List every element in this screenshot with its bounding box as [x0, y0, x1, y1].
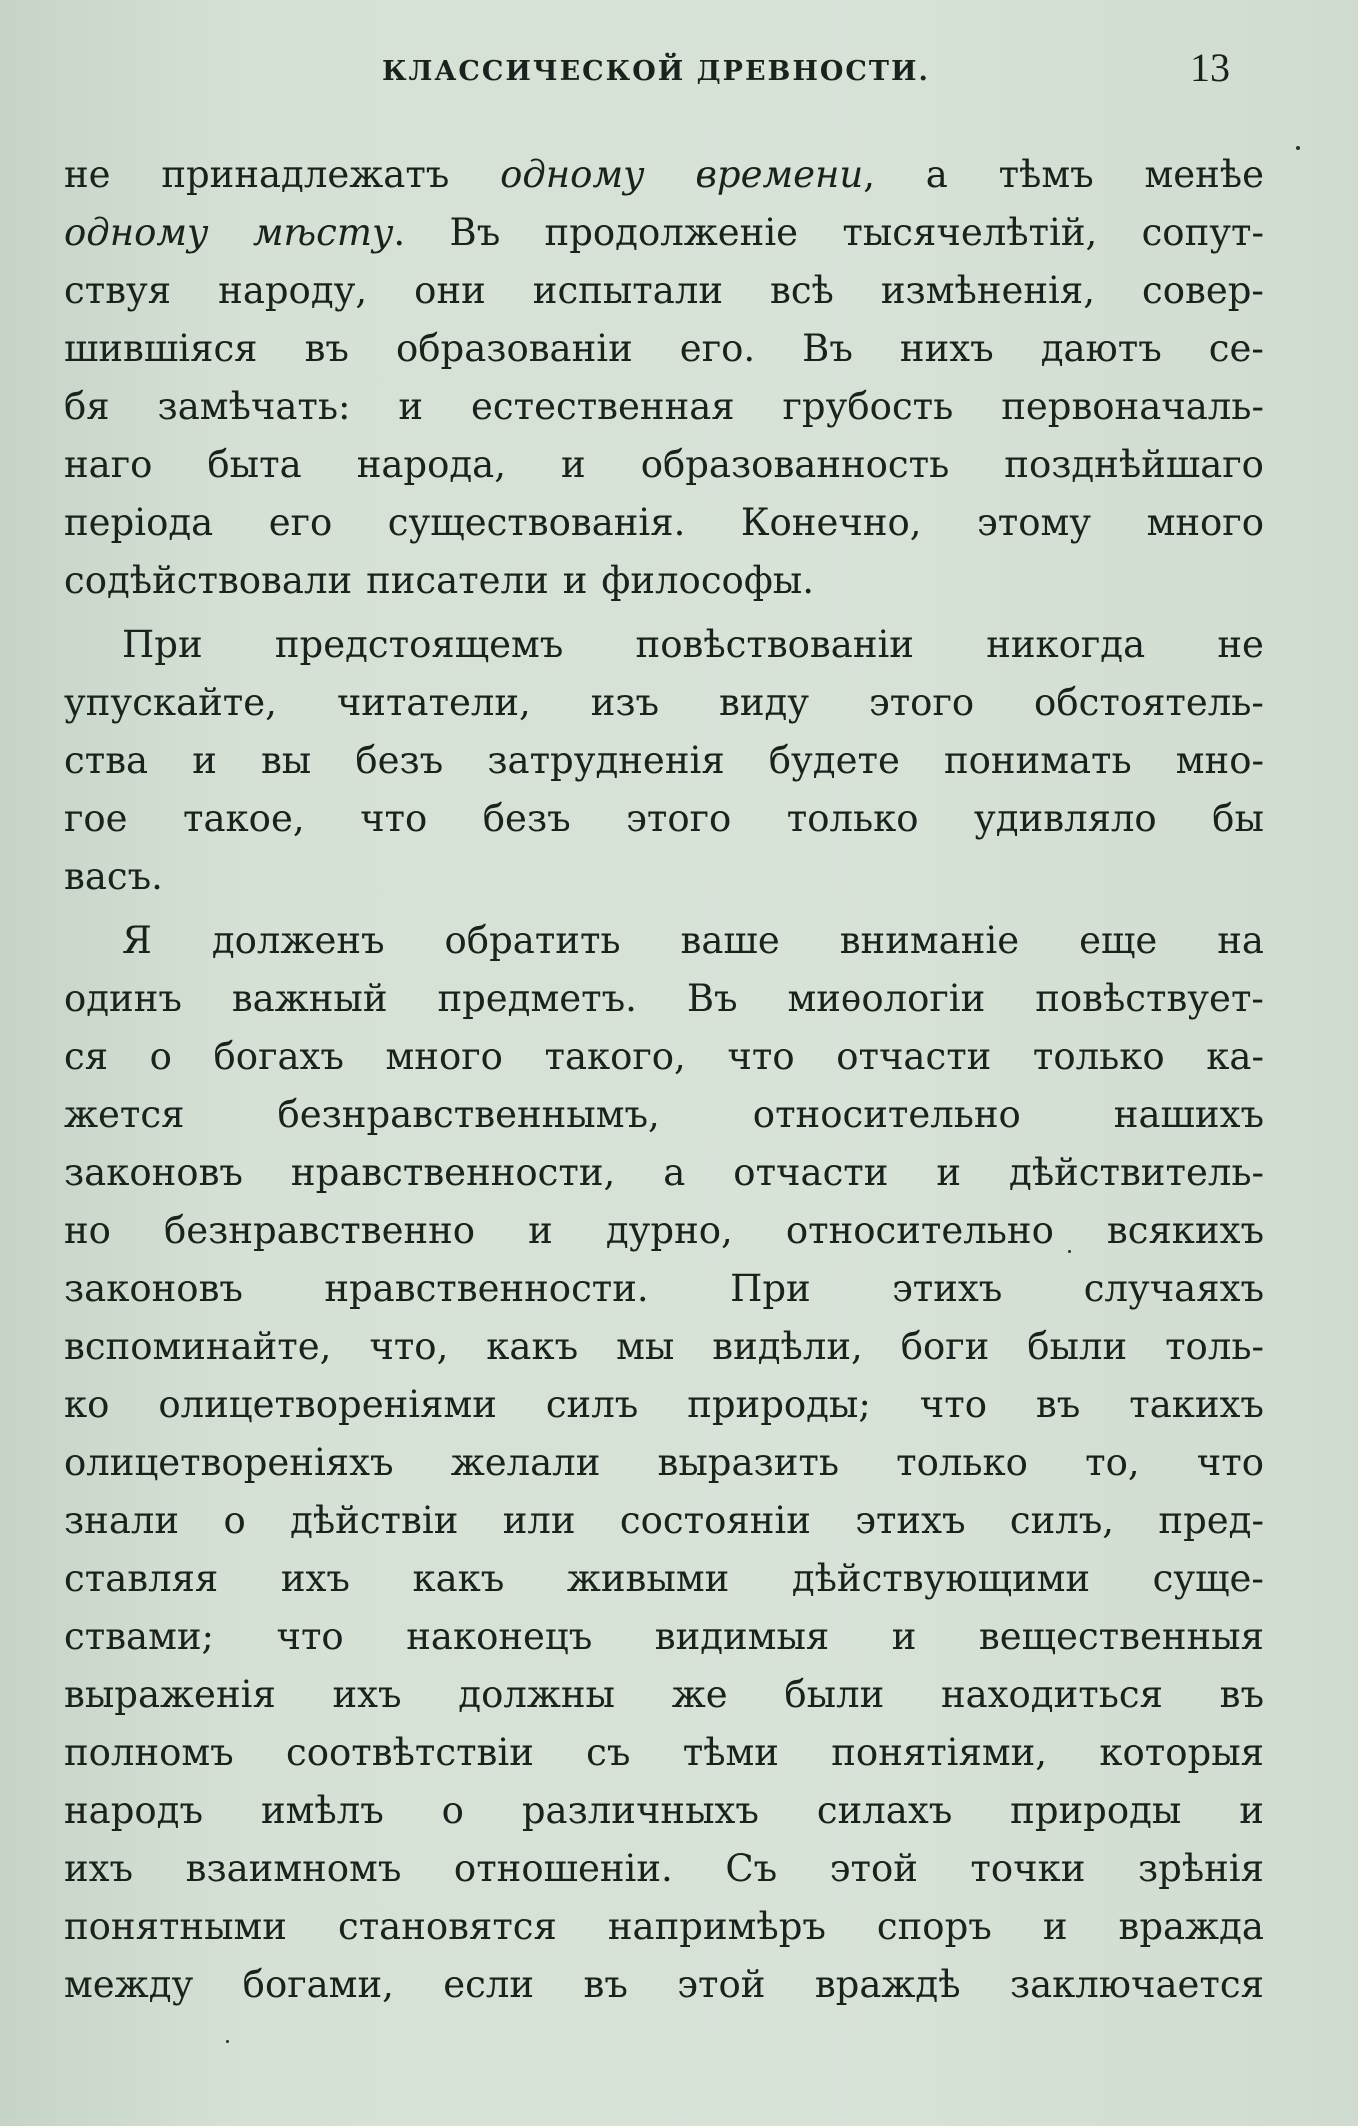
word: васъ.: [64, 855, 163, 898]
word: въ: [583, 1963, 628, 2006]
word: и: [936, 1151, 962, 1194]
word: дѣйствитель-: [1009, 1151, 1264, 1194]
word: зрѣнія: [1137, 1847, 1264, 1890]
word: наго: [64, 443, 153, 486]
word: предметъ.: [437, 977, 637, 1020]
word: что: [276, 1615, 344, 1658]
word: какъ: [486, 1325, 579, 1368]
word: миѳологіи: [787, 977, 986, 1020]
text-line: [64, 262, 1264, 320]
word: о: [441, 1789, 464, 1832]
italic-word: одному: [64, 211, 209, 254]
word: понятіями,: [831, 1731, 1048, 1774]
word: и: [561, 443, 586, 486]
word: имѣлъ: [260, 1789, 384, 1832]
text-line: [64, 436, 1264, 494]
word: о: [223, 1499, 246, 1542]
word: богами,: [242, 1963, 394, 2006]
word: ся: [64, 1035, 109, 1078]
word: грубость: [782, 385, 954, 428]
running-title: КЛАССИЧЕСКОЙ ДРЕВНОСТИ.: [382, 56, 930, 87]
text-line: [64, 146, 1264, 204]
word: еще: [1079, 919, 1158, 962]
word: дурно,: [605, 1209, 733, 1252]
word: и: [192, 739, 217, 782]
word: бы: [1212, 797, 1264, 840]
word: періода: [64, 501, 214, 544]
word: между: [64, 1963, 194, 2006]
text-line: [64, 1318, 1264, 1376]
word: этого: [626, 797, 732, 840]
italic-word: мѣсту.: [252, 211, 406, 254]
word: бя: [64, 385, 110, 428]
word: споръ: [876, 1905, 992, 1948]
word: нравственности.: [324, 1267, 649, 1310]
text-line: [64, 320, 1264, 378]
word: соотвѣтствіи: [286, 1731, 534, 1774]
word: суще-: [1152, 1557, 1264, 1600]
word: всѣ: [770, 269, 834, 312]
word: только: [786, 797, 919, 840]
word: ка-: [1206, 1035, 1264, 1078]
word: народъ: [64, 1789, 204, 1832]
word: будете: [768, 739, 900, 782]
word: напримѣръ: [607, 1905, 826, 1948]
word: состояніи: [619, 1499, 811, 1542]
word: въ: [304, 327, 349, 370]
word: и: [1239, 1789, 1264, 1832]
word: нравственности,: [290, 1151, 616, 1194]
text-line: [64, 204, 1264, 262]
word: много: [385, 1035, 503, 1078]
word: точки: [970, 1847, 1086, 1890]
word: что: [360, 797, 428, 840]
page-header: [60, 44, 1230, 94]
word: Съ: [725, 1847, 778, 1890]
paragraph: [64, 616, 1264, 906]
word: какъ: [412, 1557, 505, 1600]
word: даютъ: [1040, 327, 1162, 370]
word: относительно: [785, 1209, 1054, 1252]
word: народа,: [356, 443, 506, 486]
word: понимать: [943, 739, 1132, 782]
word: мы: [616, 1325, 675, 1368]
text-line: [64, 1840, 1264, 1898]
word: видимыя: [654, 1615, 830, 1658]
word: на: [1217, 919, 1264, 962]
word: если: [443, 1963, 535, 2006]
word: мно-: [1175, 739, 1264, 782]
word: одинъ: [64, 977, 182, 1020]
word: его: [268, 501, 333, 544]
word: въ: [1219, 1673, 1264, 1716]
word: ставляя: [64, 1557, 219, 1600]
word: Конечно,: [740, 501, 922, 544]
word: долженъ: [211, 919, 385, 962]
word: отчасти: [733, 1151, 889, 1194]
word: вспоминайте,: [64, 1325, 332, 1368]
word: а: [925, 153, 948, 196]
print-speck: [226, 2040, 229, 2043]
word: затрудненія: [487, 739, 725, 782]
word: позднѣйшаго: [1004, 443, 1264, 486]
text-line: [64, 1782, 1264, 1840]
word: только: [896, 1441, 1028, 1484]
text-line: [64, 790, 1264, 848]
text-line: [64, 1608, 1264, 1666]
word: ихъ: [332, 1673, 402, 1716]
word: гое: [64, 797, 128, 840]
word: никогда: [986, 623, 1146, 666]
word: о: [149, 1035, 172, 1078]
word: ства: [64, 739, 149, 782]
word: видѣли,: [712, 1325, 863, 1368]
text-line: [64, 1492, 1264, 1550]
word: и: [398, 385, 424, 428]
word: законовъ: [64, 1267, 243, 1310]
word: и: [528, 1209, 553, 1252]
word: богахъ: [213, 1035, 344, 1078]
word: олицетвореніяхъ: [64, 1441, 394, 1484]
word: вещественныя: [978, 1615, 1264, 1658]
word: читатели,: [336, 681, 531, 724]
word: силъ: [545, 1383, 639, 1426]
word: они: [414, 269, 486, 312]
paragraph-gap: [64, 2014, 1264, 2020]
word: удивляло: [974, 797, 1157, 840]
word: упускайте,: [64, 681, 277, 724]
word: его.: [679, 327, 756, 370]
word: этому: [977, 501, 1092, 544]
word: безъ: [482, 797, 571, 840]
word: При: [122, 623, 203, 666]
word: важный: [231, 977, 388, 1020]
word: случаяхъ: [1083, 1267, 1264, 1310]
word: должны: [458, 1673, 615, 1716]
word: повѣствует-: [1035, 977, 1264, 1020]
word: силъ,: [1009, 1499, 1115, 1542]
word: существованія.: [387, 501, 686, 544]
text-line: [64, 494, 1264, 552]
text-line: [64, 970, 1264, 1028]
word: живыми: [566, 1557, 730, 1600]
word: или: [502, 1499, 576, 1542]
word: враждѣ: [814, 1963, 961, 2006]
word: всякихъ: [1106, 1209, 1264, 1252]
word: этой: [829, 1847, 918, 1890]
print-speck: [1296, 146, 1300, 150]
text-line: [64, 1550, 1264, 1608]
word: становятся: [337, 1905, 557, 1948]
word: заключается: [1009, 1963, 1264, 2006]
word: такого,: [544, 1035, 686, 1078]
word: тысячелѣтій,: [842, 211, 1098, 254]
word: виду: [719, 681, 810, 724]
text-line: [64, 1666, 1264, 1724]
word: безнравственно: [163, 1209, 476, 1252]
text-line: [64, 1144, 1264, 1202]
word: а: [663, 1151, 686, 1194]
word: ваше: [680, 919, 780, 962]
word: этихъ: [855, 1499, 966, 1542]
word: дѣйствующими: [791, 1557, 1091, 1600]
word: были: [1027, 1325, 1128, 1368]
word: съ: [586, 1731, 631, 1774]
word: полномъ: [64, 1731, 234, 1774]
body-text: [64, 146, 1264, 2020]
word: относительно: [752, 1093, 1021, 1136]
word: которыя: [1099, 1731, 1264, 1774]
text-line: [64, 912, 1264, 970]
word: нихъ: [899, 327, 994, 370]
word: понятными: [64, 1905, 287, 1948]
word: олицетвореніями: [158, 1383, 497, 1426]
word: предстоящемъ: [274, 623, 564, 666]
word: народу,: [218, 269, 368, 312]
italic-word: одному: [500, 153, 645, 196]
word: ко: [64, 1383, 110, 1426]
word: философы.: [601, 559, 814, 602]
word: силахъ: [816, 1789, 953, 1832]
word: различныхъ: [521, 1789, 759, 1832]
word: наконецъ: [406, 1615, 593, 1658]
word: содѣйствовали: [64, 559, 353, 602]
word: только: [1032, 1035, 1165, 1078]
word: взаимномъ: [185, 1847, 402, 1890]
word: желали: [450, 1441, 601, 1484]
word: се-: [1208, 327, 1264, 370]
word: въ: [1035, 1383, 1081, 1426]
word: этой: [677, 1963, 766, 2006]
word: измѣненія,: [880, 269, 1095, 312]
word: этого: [868, 681, 975, 724]
word: не: [1217, 623, 1264, 666]
word: обстоятель-: [1034, 681, 1264, 724]
text-line: [64, 1956, 1264, 2014]
text-line: [64, 674, 1264, 732]
text-line: [64, 1376, 1264, 1434]
word: образованіи: [395, 327, 633, 370]
text-line: [64, 1260, 1264, 1318]
word: вниманіе: [839, 919, 1020, 962]
word: обратить: [444, 919, 621, 962]
page-number: 13: [1190, 45, 1230, 90]
word: повѣствованіи: [635, 623, 914, 666]
word: ствами;: [64, 1615, 214, 1658]
text-line: [64, 616, 1264, 674]
word: естественная: [471, 385, 735, 428]
word: что: [727, 1035, 795, 1078]
word: но: [64, 1209, 111, 1252]
word: Я: [122, 919, 152, 962]
word: испытали: [532, 269, 723, 312]
word: совер-: [1142, 269, 1264, 312]
word: быта: [207, 443, 302, 486]
word: не: [64, 153, 111, 196]
word: толь-: [1165, 1325, 1264, 1368]
text-line: [64, 1434, 1264, 1492]
word: безнравственнымъ,: [277, 1093, 660, 1136]
word: дѣйствіи: [290, 1499, 459, 1542]
word: жется: [64, 1093, 185, 1136]
paragraph: [64, 146, 1264, 610]
word: изъ: [590, 681, 660, 724]
word: При: [730, 1267, 811, 1310]
word: были: [784, 1673, 885, 1716]
word: природы;: [687, 1383, 871, 1426]
word: выразить: [657, 1441, 839, 1484]
word: что,: [369, 1325, 449, 1368]
text-line: [64, 732, 1264, 790]
word: законовъ: [64, 1151, 243, 1194]
word: образованность: [640, 443, 950, 486]
word: ихъ: [280, 1557, 350, 1600]
word: и: [562, 559, 588, 602]
text-line: [64, 848, 1264, 906]
word: находиться: [940, 1673, 1163, 1716]
word: принадлежатъ: [161, 153, 450, 196]
word: вражда: [1118, 1905, 1264, 1948]
text-line: [64, 1202, 1264, 1260]
word: природы: [1010, 1789, 1182, 1832]
word: писатели: [366, 559, 549, 602]
word: сопут-: [1141, 211, 1264, 254]
word: шившіяся: [64, 327, 258, 370]
word: менѣе: [1144, 153, 1264, 196]
text-line: [64, 1028, 1264, 1086]
word: этихъ: [892, 1267, 1003, 1310]
word: много: [1146, 501, 1264, 544]
italic-word: времени,: [695, 153, 876, 196]
word: тѣмъ: [998, 153, 1094, 196]
text-line: [64, 1724, 1264, 1782]
word: Въ: [686, 977, 738, 1020]
word: пред-: [1158, 1499, 1264, 1542]
word: и: [891, 1615, 917, 1658]
text-line: [64, 378, 1264, 436]
word: такихъ: [1129, 1383, 1264, 1426]
word: боги: [900, 1325, 990, 1368]
word: Въ: [802, 327, 853, 370]
word: и: [1042, 1905, 1068, 1948]
word: первоначаль-: [1001, 385, 1264, 428]
word: безъ: [355, 739, 444, 782]
text-line: [64, 552, 1264, 610]
text-line: [64, 1086, 1264, 1144]
word: отчасти: [836, 1035, 992, 1078]
word: вы: [260, 739, 312, 782]
word: такое,: [183, 797, 305, 840]
word: нашихъ: [1113, 1093, 1264, 1136]
text-line: [64, 1898, 1264, 1956]
word: тѣми: [682, 1731, 779, 1774]
word: замѣчать:: [157, 385, 351, 428]
word: что: [1196, 1441, 1264, 1484]
word: то,: [1085, 1441, 1140, 1484]
word: ствуя: [64, 269, 172, 312]
word: знали: [64, 1499, 180, 1542]
word: выраженія: [64, 1673, 276, 1716]
print-speck: [1068, 1250, 1071, 1253]
paragraph: [64, 912, 1264, 2014]
word: отношеніи.: [453, 1847, 673, 1890]
word: ихъ: [64, 1847, 134, 1890]
word: же: [671, 1673, 728, 1716]
word: Въ: [449, 211, 501, 254]
word: что: [919, 1383, 987, 1426]
word: продолженіе: [544, 211, 799, 254]
